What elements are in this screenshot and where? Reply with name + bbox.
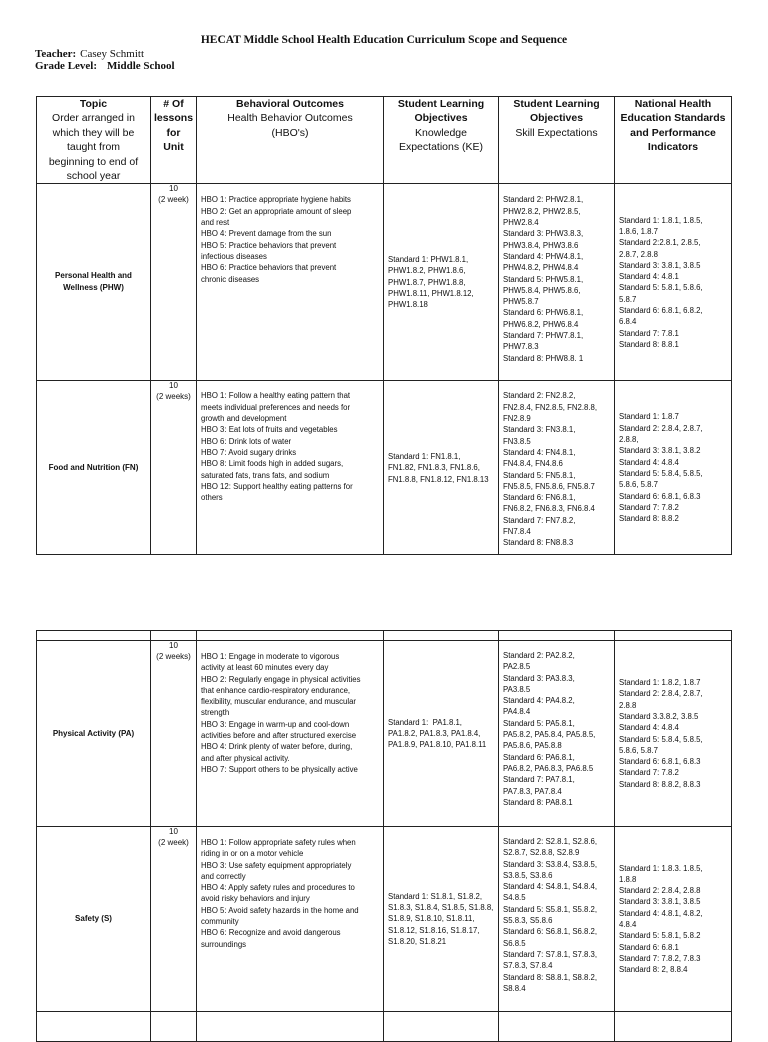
skill-line: S3.8.5, S3.8.6 xyxy=(503,870,553,880)
header-hbo xyxy=(197,97,384,184)
header-subtitle-line: school year xyxy=(66,170,121,183)
nhes-line: Standard 3: 3.8.1, 3.8.5 xyxy=(619,260,701,270)
hbo-line: avoid risky behaviors and injury xyxy=(201,894,310,904)
nhes-line: 5.8.6, 5.8.7 xyxy=(619,745,659,755)
nhes-cell xyxy=(615,184,732,381)
header-title-line: # Of xyxy=(163,98,184,110)
skills-cell xyxy=(499,641,615,827)
teacher-label: Teacher: xyxy=(35,48,77,60)
header-subtitle-line: beginning to end of xyxy=(48,155,139,168)
nhes-line: Standard 6: 6.8.1, 6.8.3 xyxy=(619,757,701,767)
header-knowledge xyxy=(384,97,499,184)
header-title-line: and Performance xyxy=(630,126,716,139)
skill-line: FN7.8.4 xyxy=(503,527,531,536)
skill-line: S6.8.5 xyxy=(503,938,526,948)
lessons-cell xyxy=(151,184,197,381)
header-title-line: Behavioral Outcomes xyxy=(236,98,344,110)
skill-line: PHW5.8.7 xyxy=(503,297,539,307)
header-title-line: National Health xyxy=(634,98,712,110)
lessons-line: (2 weeks) xyxy=(156,651,191,661)
knowledge-line: PHW1.8.18 xyxy=(388,300,428,310)
skill-line: Standard 7: PHW7.8.1, xyxy=(503,331,584,340)
hbo-line: HBO 3: Use safety equipment appropriately xyxy=(201,860,352,870)
header-title-line: Objectives xyxy=(414,112,468,125)
nhes-line: 1.8.6, 1.8.7 xyxy=(619,226,659,236)
nhes-line: Standard 7: 7.8.1 xyxy=(619,328,679,338)
skill-line: Standard 5: FN5.8.1, xyxy=(503,470,576,480)
header-title-line: Objectives xyxy=(529,112,584,125)
nhes-line: Standard 2: 2.8.4, 2.8.7, xyxy=(619,423,703,433)
hbo-line: HBO 6: Recognize and avoid dangerous xyxy=(201,928,341,938)
skill-line: FN6.8.2, FN6.8.3, FN6.8.4 xyxy=(503,504,595,514)
hbo-line: HBO 3: Engage in warm-up and cool-down xyxy=(201,719,350,729)
nhes-line: Standard 5: 5.8.1, 5.8.2 xyxy=(619,931,701,941)
hbo-line: growth and development xyxy=(201,414,287,424)
nhes-line: Standard 1: 1.8.2, 1.8.7 xyxy=(619,678,701,688)
hbo-line: HBO 7: Support others to be physically active xyxy=(201,764,358,774)
skill-line: FN2.8.4, FN2.8.5, FN2.8.8, xyxy=(503,402,598,412)
knowledge-line: Standard 1: PA1.8.1, xyxy=(388,717,462,727)
nhes-line: Standard 1: 1.8.1, 1.8.5, xyxy=(619,215,703,225)
empty-row xyxy=(37,1012,732,1042)
knowledge-line: PA1.8.2, PA1.8.3, PA1.8.4, xyxy=(388,728,481,738)
lessons-cell xyxy=(151,381,197,555)
hbo-cell xyxy=(197,381,384,555)
lessons-line: (2 weeks) xyxy=(156,391,191,401)
hbo-line: HBO 1: Follow a healthy eating pattern that xyxy=(201,391,351,401)
skill-line: S5.8.3, S5.8.6 xyxy=(503,916,553,926)
hbo-line: and rest xyxy=(201,218,230,228)
hbo-line: saturated fats, trans fats, and sodium xyxy=(201,470,330,480)
nhes-line: Standard 6: 6.8.1, 6.8.2, xyxy=(619,306,703,316)
nhes-line: Standard 4: 4.8.1, 4.8.2, xyxy=(619,908,703,918)
skill-line: PHW2.8.4 xyxy=(503,218,539,228)
hbo-line: that enhance cardio-respiratory endurance, xyxy=(201,685,351,695)
header-topic xyxy=(37,97,151,184)
hbo-line: and correctly xyxy=(201,871,246,881)
skill-line: Standard 3: FN3.8.1, xyxy=(503,425,576,435)
hbo-line: infectious diseases xyxy=(201,251,267,261)
nhes-line: Standard 5: 5.8.4, 5.8.5, xyxy=(619,734,703,744)
lessons-cell xyxy=(151,641,197,827)
skill-line: Standard 3: PHW3.8.3, xyxy=(503,229,584,239)
header-row xyxy=(37,97,732,184)
curriculum-table-part-2 xyxy=(36,630,732,1042)
skill-line: S7.8.3, S7.8.4 xyxy=(503,961,553,971)
skill-line: PA5.8.6, PA5.8.8 xyxy=(503,741,562,751)
grade-label: Grade Level: xyxy=(35,60,98,72)
nhes-line: 5.8.7 xyxy=(619,294,637,304)
hbo-line: HBO 4: Apply safety rules and procedures to xyxy=(201,883,355,893)
topic-cell xyxy=(37,184,151,381)
nhes-line: 1.8.8 xyxy=(619,874,637,884)
skill-line: Standard 5: PA5.8.1, xyxy=(503,718,575,728)
document-title: HECAT Middle School Health Education Curriculum Scope and Sequence xyxy=(200,34,568,46)
nhes-line: 2.8.8, xyxy=(619,435,639,445)
nhes-line: Standard 8: 8.8.1 xyxy=(619,339,679,349)
skill-line: Standard 7: S7.8.1, S7.8.3, xyxy=(503,949,598,959)
skill-line: Standard 2: S2.8.1, S2.8.6, xyxy=(503,837,598,846)
hbo-line: HBO 4: Prevent damage from the sun xyxy=(201,229,332,239)
knowledge-line: Standard 1: S1.8.1, S1.8.2, xyxy=(388,891,483,901)
topic-line: Personal Health and xyxy=(55,271,132,281)
header-subtitle-line: Skill Expectations xyxy=(515,126,598,139)
knowledge-line: PA1.8.9, PA1.8.10, PA1.8.11 xyxy=(388,740,487,750)
table-row xyxy=(37,184,732,381)
knowledge-line: PHW1.8.11, PHW1.8.12, xyxy=(388,289,474,299)
hbo-line: HBO 6: Drink lots of water xyxy=(201,436,292,446)
header-title-line: for xyxy=(166,126,181,139)
knowledge-line: S1.8.3, S1.8.4, S1.8.5, S1.8.8, xyxy=(388,903,494,913)
teacher-name: Casey Schmitt xyxy=(80,48,144,60)
knowledge-line: S1.8.12, S1.8.16, S1.8.17, xyxy=(388,925,480,935)
topic-cell xyxy=(37,381,151,555)
knowledge-cell xyxy=(384,381,499,555)
skill-line: PHW2.8.2, PHW2.8.5, xyxy=(503,206,581,216)
skill-line: PHW4.8.2, PHW4.8.4 xyxy=(503,263,579,273)
skills-cell xyxy=(499,381,615,555)
nhes-cell xyxy=(615,381,732,555)
nhes-line: Standard 3: 3.8.1, 3.8.5 xyxy=(619,897,701,907)
skill-line: Standard 6: FN6.8.1, xyxy=(503,493,576,503)
knowledge-line: Standard 1: FN1.8.1, xyxy=(388,451,461,461)
skill-line: Standard 4: PHW4.8.1, xyxy=(503,251,584,261)
header-title-line: Student Learning xyxy=(513,98,600,110)
skill-line: FN4.8.4, FN4.8.6 xyxy=(503,459,563,469)
topic-line: Wellness (PHW) xyxy=(63,283,124,293)
header-title-line: lessons xyxy=(153,112,194,125)
nhes-line: Standard 3: 3.8.1, 3.8.2 xyxy=(619,446,701,456)
hbo-line: HBO 1: Practice appropriate hygiene habits xyxy=(201,195,351,205)
hbo-cell xyxy=(197,184,384,381)
knowledge-line: Standard 1: PHW1.8.1, xyxy=(388,255,469,265)
hbo-line: HBO 2: Get an appropriate amount of sleep xyxy=(201,206,352,216)
hbo-line: flexibility, muscular endurance, and muscular xyxy=(201,697,356,707)
skill-line: Standard 3: PA3.8.3, xyxy=(503,673,575,683)
hbo-line: HBO 2: Regularly engage in physical activities xyxy=(201,674,361,684)
skill-line: PHW3.8.4, PHW3.8.6 xyxy=(503,240,579,250)
grade-line xyxy=(35,60,175,72)
header-title-line: Student Learning xyxy=(397,98,485,110)
hbo-line: HBO 1: Engage in moderate to vigorous xyxy=(201,652,340,661)
table-row xyxy=(37,381,732,555)
skill-line: PA7.8.3, PA7.8.4 xyxy=(503,786,562,796)
nhes-line: 2.8.7, 2.8.8 xyxy=(619,249,659,259)
header-subtitle-line: (HBO's) xyxy=(271,126,309,139)
nhes-line: 4.8.4 xyxy=(619,920,637,929)
lessons-line: (2 week) xyxy=(158,837,189,847)
topic-line: Food and Nutrition (FN) xyxy=(48,462,139,472)
skill-line: PHW5.8.4, PHW5.8.6, xyxy=(503,285,581,295)
hbo-line: surroundings xyxy=(201,939,247,949)
nhes-line: 6.8.4 xyxy=(619,317,637,327)
skill-line: Standard 4: PA4.8.2, xyxy=(503,696,575,706)
skill-line: FN3.8.5 xyxy=(503,436,531,446)
hbo-line: HBO 1: Follow appropriate safety rules when xyxy=(201,838,356,847)
hbo-line: community xyxy=(201,917,239,927)
topic-line: Safety (S) xyxy=(75,914,112,923)
hbo-line: HBO 12: Support healthy eating patterns for xyxy=(201,481,353,491)
hbo-cell xyxy=(197,827,384,1012)
hbo-cell xyxy=(197,641,384,827)
skill-line: FN5.8.5, FN5.8.6, FN5.8.7 xyxy=(503,481,595,491)
hbo-line: others xyxy=(201,493,223,503)
table-row xyxy=(37,827,732,1012)
nhes-line: Standard 5: 5.8.4, 5.8.5, xyxy=(619,468,703,478)
empty-header-row xyxy=(37,631,732,641)
skill-line: Standard 5: S5.8.1, S5.8.2, xyxy=(503,904,598,914)
nhes-line: Standard 5: 5.8.1, 5.8.6, xyxy=(619,283,703,293)
lessons-line: 10 xyxy=(169,641,178,650)
nhes-line: Standard 2:2.8.1, 2.8.5, xyxy=(619,238,701,248)
nhes-line: 5.8.6, 5.8.7 xyxy=(619,480,659,490)
curriculum-table-part-1 xyxy=(36,96,732,555)
skill-line: Standard 2: PA2.8.2, xyxy=(503,651,575,660)
nhes-line: Standard 4: 4.8.4 xyxy=(619,457,679,467)
skill-line: PA4.8.4 xyxy=(503,707,531,717)
header-nhes xyxy=(615,97,732,184)
header-subtitle-line: taught from xyxy=(66,141,121,154)
nhes-line: Standard 6: 6.8.1 xyxy=(619,942,679,952)
nhes-line: 2.8.8 xyxy=(619,700,637,710)
skill-line: Standard 7: PA7.8.1, xyxy=(503,775,575,785)
lessons-cell xyxy=(151,827,197,1012)
topic-cell xyxy=(37,641,151,827)
skill-line: PA5.8.2, PA5.8.4, PA5.8.5, xyxy=(503,730,596,740)
header-subtitle-line: Expectations (KE) xyxy=(398,141,484,154)
skill-line: Standard 8: PHW8.8. 1 xyxy=(503,353,584,363)
knowledge-line: FN1.82, FN1.8.3, FN1.8.6, xyxy=(388,463,480,473)
nhes-line: Standard 2: 2.8.4, 2.8.8 xyxy=(619,886,701,896)
nhes-line: Standard 1: 1.8.3. 1.8.5, xyxy=(619,863,703,873)
nhes-line: Standard 6: 6.8.1, 6.8.3 xyxy=(619,491,701,501)
skill-line: S2.8.7, S2.8.8, S2.8.9 xyxy=(503,848,580,858)
skill-line: Standard 2: PHW2.8.1, xyxy=(503,195,584,205)
skill-line: Standard 8: FN8.8.3 xyxy=(503,538,574,548)
skill-line: Standard 8: PA8.8.1 xyxy=(503,797,573,807)
knowledge-line: S1.8.9, S1.8.10, S1.8.11, xyxy=(388,914,475,924)
knowledge-cell xyxy=(384,184,499,381)
skill-line: Standard 6: PA6.8.1, xyxy=(503,752,575,762)
skill-line: Standard 6: PHW6.8.1, xyxy=(503,308,584,318)
hbo-line: HBO 3: Eat lots of fruits and vegetables xyxy=(201,425,338,435)
skill-line: PA6.8.2, PA6.8.3, PA6.8.5 xyxy=(503,763,594,773)
header-title-line: Unit xyxy=(163,141,184,154)
nhes-line: Standard 7: 7.8.2, 7.8.3 xyxy=(619,953,701,963)
skill-line: PHW6.8.2, PHW6.8.4 xyxy=(503,319,579,329)
teacher-line xyxy=(35,48,144,60)
topic-cell xyxy=(37,827,151,1012)
nhes-line: Standard 7: 7.8.2 xyxy=(619,768,679,778)
hbo-line: HBO 5: Avoid safety hazards in the home and xyxy=(201,905,359,915)
skills-cell xyxy=(499,827,615,1012)
nhes-cell xyxy=(615,827,732,1012)
knowledge-line: PHW1.8.7, PHW1.8.8, xyxy=(388,277,466,287)
nhes-line: Standard 1: 1.8.7 xyxy=(619,412,679,422)
hbo-line: strength xyxy=(201,708,230,718)
lessons-line: 10 xyxy=(169,827,178,836)
nhes-line: Standard 4: 4.8.4 xyxy=(619,723,679,733)
skills-cell xyxy=(499,184,615,381)
skill-line: S8.8.4 xyxy=(503,983,526,993)
skill-line: Standard 2: FN2.8.2, xyxy=(503,391,576,401)
header-skills xyxy=(499,97,615,184)
lessons-line: 10 xyxy=(169,381,178,391)
header-title-line: Topic xyxy=(79,98,108,110)
skill-line: Standard 3: S3.8.4, S3.8.5, xyxy=(503,859,598,869)
nhes-line: Standard 8: 8.8.2, 8.8.3 xyxy=(619,779,701,789)
nhes-cell xyxy=(615,641,732,827)
nhes-line: Standard 3.3.8.2, 3.8.5 xyxy=(619,711,699,721)
knowledge-line: FN1.8.8, FN1.8.12, FN1.8.13 xyxy=(388,474,489,484)
skill-line: Standard 7: FN7.8.2, xyxy=(503,515,576,525)
nhes-line: Standard 2: 2.8.4, 2.8.7, xyxy=(619,689,703,699)
skill-line: PA2.8.5 xyxy=(503,662,531,672)
skill-line: S4.8.5 xyxy=(503,893,526,903)
knowledge-line: PHW1.8.2, PHW1.8.6, xyxy=(388,266,466,276)
lessons-line: 10 xyxy=(169,184,178,194)
grade-value: Middle School xyxy=(107,60,175,72)
hbo-line: HBO 8: Limit foods high in added sugars, xyxy=(201,459,344,469)
table-row xyxy=(37,641,732,827)
header-title-line: Education Standards xyxy=(620,112,726,125)
skill-line: PA3.8.5 xyxy=(503,684,531,694)
hbo-line: activities before and after structured exercise xyxy=(201,731,357,741)
nhes-line: Standard 8: 8.8.2 xyxy=(619,514,679,524)
knowledge-line: S1.8.20, S1.8.21 xyxy=(388,936,447,946)
nhes-line: Standard 4: 4.8.1 xyxy=(619,272,679,282)
knowledge-cell xyxy=(384,827,499,1012)
skill-line: Standard 6: S6.8.1, S6.8.2, xyxy=(503,927,598,937)
header-subtitle-line: which they will be xyxy=(52,126,135,139)
skill-line: Standard 4: S4.8.1, S4.8.4, xyxy=(503,882,598,892)
header-subtitle-line: Health Behavior Outcomes xyxy=(227,112,353,125)
skill-line: FN2.8.9 xyxy=(503,414,531,424)
hbo-line: HBO 5: Practice behaviors that prevent xyxy=(201,240,337,250)
hbo-line: HBO 7: Avoid sugary drinks xyxy=(201,447,297,457)
skill-line: Standard 4: FN4.8.1, xyxy=(503,447,576,457)
header-lessons xyxy=(151,97,197,184)
nhes-line: Standard 7: 7.8.2 xyxy=(619,502,679,512)
skill-line: Standard 8: S8.8.1, S8.8.2, xyxy=(503,972,598,982)
header-subtitle-line: Knowledge xyxy=(415,126,467,139)
hbo-line: HBO 4: Drink plenty of water before, during, xyxy=(201,742,353,752)
hbo-line: and after physical activity. xyxy=(201,753,290,763)
hbo-line: riding in or on a motor vehicle xyxy=(201,849,304,859)
hbo-line: activity at least 60 minutes every day xyxy=(201,663,329,673)
header-title-line: Indicators xyxy=(647,141,699,154)
knowledge-cell xyxy=(384,641,499,827)
skill-line: Standard 5: PHW5.8.1, xyxy=(503,274,584,284)
hbo-line: meets individual preferences and needs for xyxy=(201,402,351,412)
lessons-line: (2 week) xyxy=(158,194,189,204)
hbo-line: HBO 6: Practice behaviors that prevent xyxy=(201,263,337,273)
skill-line: PHW7.8.3 xyxy=(503,342,539,352)
nhes-line: Standard 8: 2, 8.8.4 xyxy=(619,965,688,975)
topic-line: Physical Activity (PA) xyxy=(52,728,135,738)
header-subtitle-line: Order arranged in xyxy=(52,112,135,125)
hbo-line: chronic diseases xyxy=(201,274,260,284)
